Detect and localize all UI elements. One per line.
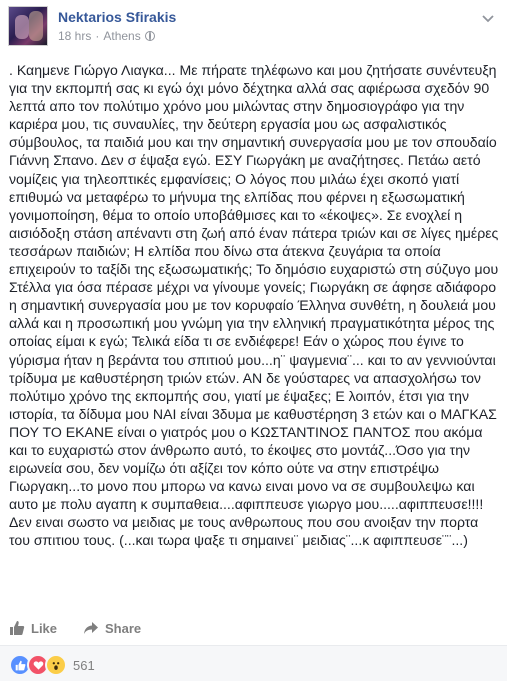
reaction-count[interactable]: 561 [73,657,95,673]
share-label: Share [105,620,142,636]
globe-icon [145,31,155,41]
reactions-summary[interactable] [9,654,95,676]
post-body: . Καημενε Γιώργο Λιαγκα... Με πήρατε τηλέφωνο και μου ζητήσατε συνέντευξη για την εκπομπή σας κι εγώ όχι μόνο δέχτηκα αλλά σας αφιέρωσα σχεδόν 90 λεπτά απο τον πολύτιμο χρόνο μου μιλώντας στην δημοσιογράφο για την καριέρα μου, τις συναυλίες, την δεύτερη εργασία μου ως ασφαλιστικός σύμβουλος, τα παιδιά μου και την σημαντική συνεργασία μου με τον σπουδαίο Γιάννη Σπανο. Δεν σ έψαξα εγώ. ΕΣΥ Γιωργάκη με αναζήτησες. Πετάω αετό νομίζεις για τηλεοπτικές εμφανίσεις; Ο λόγος που μιλάω έχει σκοπό γιατί επιθυμώ να μεταφέρω το μήνυμα της ελπίδας που φέρνει η εξωσωματική γονιμοποίηση, θέμα το οποίο υποβάθμισες και το «έκοψες». Σε ενοχλεί η αισιόδοξη στάση απέναντι στη ζωή από έναν πάτερα τριών και σε λίγες ημέρες τεσσάρων παιδιών; Η ελπίδα που δίνω στα άτεκνα ζευγάρια τα οποία επιχειρούν το ταξίδι της εξωσωματικής; Το δημόσιο ευχαριστώ στη σύζυγο μου Στέλλα για όσα πέρασε μέχρι να γίνουμε γονείς; Γιωργάκη σε άφησε αδιάφορο η σημαντική συνεργασία μου με τον κορυφαίο Έλληνα συνθέτη, η δουλειά μου αλλά και η προσωπική μου γνώμη για την ελληνική πραγματικότητα μέρος της οποίας είμαι κ εγώ; Τελικά είδα τι σε ενδιέφερε! Εάν ο χώρος που έγινε το γύρισμα ήταν η βεράντα του σπιτιού μου...η¨ ψαγμενια¨... και το αν γεννιούνται τρίδυμα με καθυστέρηση τριών ετών. ΑΝ δε γούσταρες να απασχολήσω τον πολύτιμο χρόνο της εκπομπής σου, γιατί με έψαξες; Ε λοιπόν, έτσι για την ιστορία, τα δίδυμα μου ΝΑΙ είναι 3δυμα με καθυστέρηση 3 ετών και ο ΜΑΓΚΑΣ ΠΟΥ ΤΟ ΕΚΑΝΕ είναι ο γιατρός μου ο ΚΩΣΤΑΝΤΙΝΟΣ ΠΑΝΤΟΣ που ακόμα και το ευχαριστώ στον άνθρωπο αυτό, το έκοψες στο μοντάζ...Όσο για την ειρωνεία σου, δεν νομίζω ότι αξίζει τον κόπο ούτε να στην επιστρέψω Γιωργακη...το μονο που μπορω να κανω ειναι μονο να σε συμβουλεψω και αυτο με πολυ αγαπη κ συμπαθεια....αφιππευσε γιωργο μου.....αφιππευσε!!!!Δεν ειναι σωστο να μειδιας με τους ανθρωπους που σου ανοιξαν την πορτα του σπιτιου τους. (...και τωρα ψαξε τι σημαινει¨ μειδιας¨...κ αφιππευσε¨¨...) [9,62,499,549]
wow-icon [45,654,67,676]
thumbs-up-icon [9,620,25,636]
post-time[interactable]: 18 hrs [58,29,92,43]
post-header [8,6,499,50]
meta-separator: · [95,29,100,43]
like-label: Like [31,620,58,636]
share-button[interactable] [83,620,141,636]
post-actions [9,616,499,640]
share-arrow-icon [83,620,99,636]
avatar[interactable] [8,6,48,46]
like-button[interactable] [9,620,57,636]
post-location[interactable]: Athens [103,29,141,43]
post-meta [58,29,155,43]
chevron-down-icon[interactable] [481,12,495,26]
author-name[interactable]: Nektarios Sfirakis [58,9,177,25]
